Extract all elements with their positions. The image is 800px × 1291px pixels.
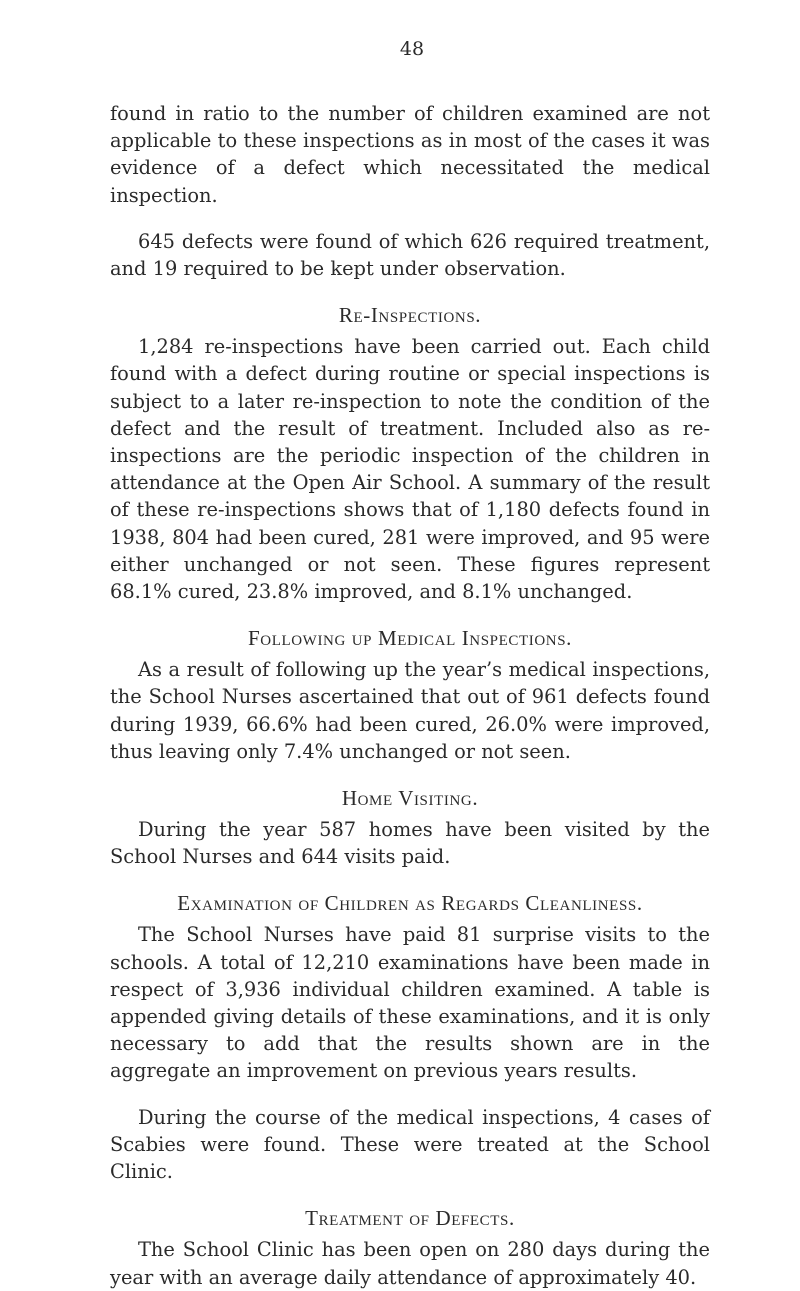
cleanliness-heading: Examination of Children as Regards Cleanliness. xyxy=(177,891,643,916)
document-page xyxy=(110,38,710,1291)
following-up-paragraph: As a result of following up the year’s medical inspections, the School Nurses ascertained that out of 961 defects found during 1939, 66.6% had been cured, 26.0% were improved, thus leaving only 7.4% unchanged or not seen. xyxy=(110,658,710,763)
treatment-section xyxy=(110,1204,710,1290)
intro-paragraph-1: found in ratio to the number of children examined are not applicable to these inspections as in most of the cases it was evidence of a defect which necessitated the medical inspection. xyxy=(110,102,710,207)
treatment-paragraph: The School Clinic has been open on 280 days during the year with an average daily attendance of approximately 40. xyxy=(110,1238,710,1289)
reinspections-heading: Re-Inspections. xyxy=(338,303,482,328)
cleanliness-section xyxy=(110,889,710,1185)
home-visiting-paragraph: During the year 587 homes have been visited by the School Nurses and 644 visits paid. xyxy=(110,818,710,869)
intro-section xyxy=(110,100,710,282)
following-up-section xyxy=(110,624,710,765)
home-visiting-heading: Home Visiting. xyxy=(341,786,479,811)
intro-paragraph-2: 645 defects were found of which 626 required treatment, and 19 required to be kept under observation. xyxy=(110,229,710,281)
cleanliness-paragraph-1: The School Nurses have paid 81 surprise visits to the schools. A total of 12,210 examinations have been made in respect of 3,936 individual children examined. A table is appended giving details of these examinations, and it is only necessary to add that the results shown are in the aggregate an improvement on previous years results. xyxy=(110,923,710,1083)
reinspections-section xyxy=(110,301,710,605)
home-visiting-section xyxy=(110,784,710,870)
page-number: 48 xyxy=(399,38,425,60)
treatment-heading: Treatment of Defects. xyxy=(305,1206,515,1231)
following-up-heading: Following up Medical Inspections. xyxy=(248,626,572,651)
reinspections-paragraph: 1,284 re-inspections have been carried out. Each child found with a defect during routine or special inspections is subject to a later re-inspection to note the condition of the defect and the result of treatment. Included also as re-inspections are the periodic inspection of the children in attendance at the Open Air School. A summary of the result of these re-inspections shows that of 1,180 defects found in 1938, 804 had been cured, 281 were improved, and 95 were either unchanged or not seen. These figures represent 68.1% cured, 23.8% improved, and 8.1% unchanged. xyxy=(110,335,710,604)
cleanliness-paragraph-2: During the course of the medical inspections, 4 cases of Scabies were found. These were treated at the School Clinic. xyxy=(110,1105,710,1184)
